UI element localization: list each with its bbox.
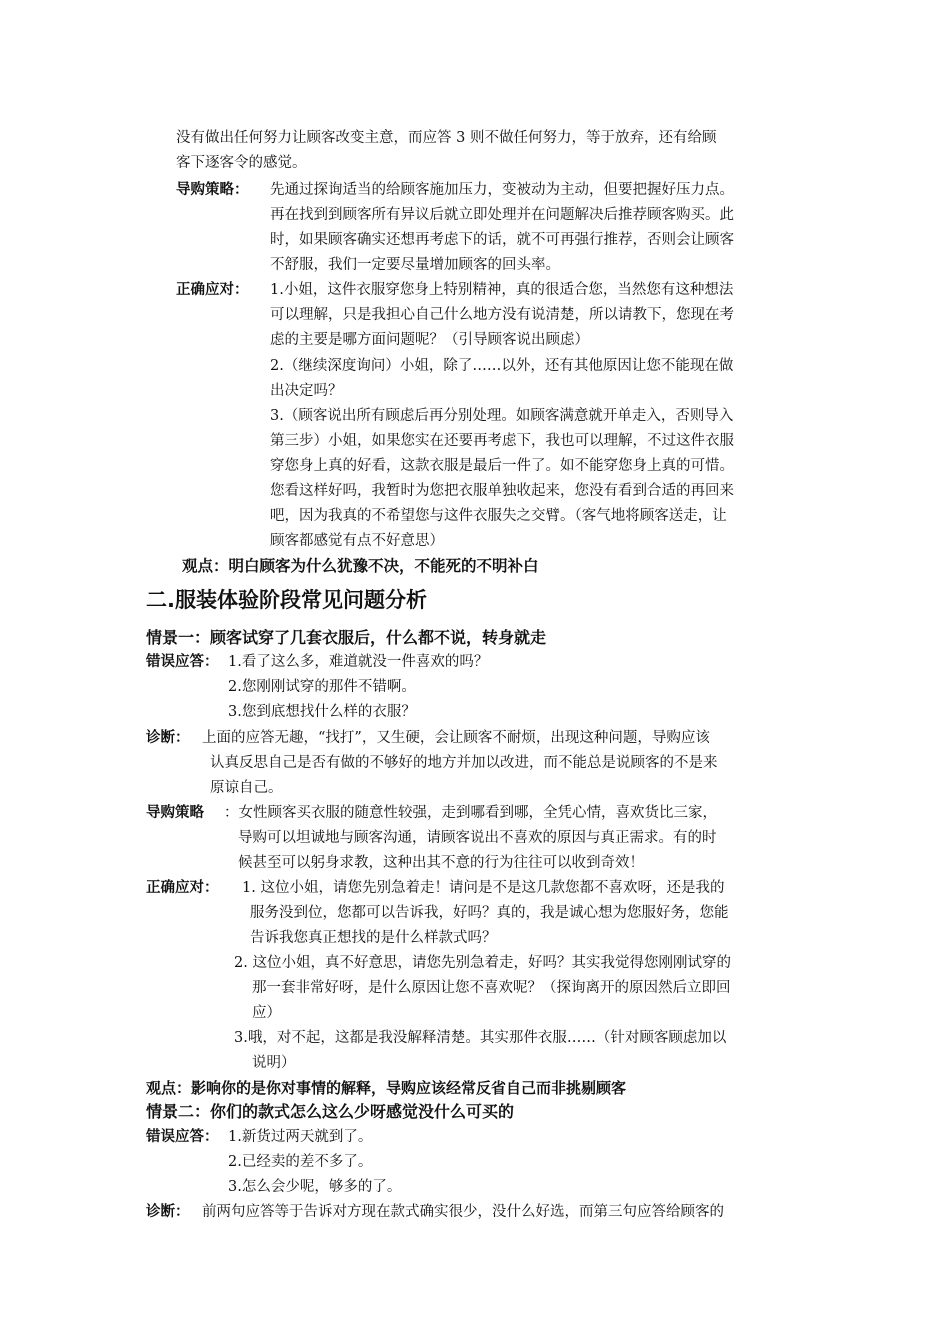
strategy-label: 导购策略： [176,181,249,198]
strategy-line: 导购可以坦诚地与顾客沟通，请顾客说出不喜欢的原因与真正需求。有的时 [238,830,717,846]
scene-title: 情景二：你们的款式怎么这么少呀感觉没什么可买的 [146,1102,515,1121]
answer-line: 出决定吗？ [270,383,343,399]
answer-line: 应） [252,1005,281,1021]
answer-line: 虑的主要是哪方面问题呢？（引导顾客说出顾虑） [270,332,589,348]
viewpoint: 观点：影响你的是你对事情的解释，导购应该经常反省自己而非挑剔顾客 [146,1079,627,1097]
wrong-line: 2.已经卖的差不多了。 [228,1154,373,1170]
answer-line: 1. 这位小姐，请您先别急着走！请问是不是这几款您都不喜欢呀，还是我的 [242,880,725,896]
strategy-line: 时，如果顾客确实还想再考虑下的话，就不可再强行推荐，否则会让顾客 [270,232,734,248]
answer-line: 3.（顾客说出所有顾虑后再分别处理。如顾客满意就开单走入，否则导入 [270,408,734,424]
wrong-line: 1.新货过两天就到了。 [228,1129,373,1145]
scene-title: 情景一：顾客试穿了几套衣服后，什么都不说，转身就走 [146,628,547,647]
answer-line: 1.小姐，这件衣服穿您身上特别精神，真的很适合您，当然您有这种想法 [270,282,734,298]
answer-line: 那一套非常好呀，是什么原因让您不喜欢呢？（探询离开的原因然后立即回 [252,980,731,996]
diagnosis-label: 诊断： [146,729,190,746]
diagnosis-label: 诊断： [146,1203,190,1220]
answer-line: 第三步）小姐，如果您实在还要再考虑下，我也可以理解，不过这件衣服 [270,433,734,449]
diagnosis-line: 认真反思自己是否有做的不够好的地方并加以改进，而不能总是说顾客的不是来 [210,755,718,771]
answer-line: 您看这样好吗，我暂时为您把衣服单独收起来，您没有看到合适的再回来 [270,483,734,499]
strategy-label: 导购策略 [146,804,204,821]
wrong-line: 3.您到底想找什么样的衣服？ [228,704,416,720]
strategy-line: 候甚至可以躬身求教，这种出其不意的行为往往可以收到奇效！ [238,855,644,871]
answer-label: 正确应对： [176,281,249,298]
answer-line: 顾客都感觉有点不好意思） [270,533,444,549]
answer-line: 服务没到位，您都可以告诉我，好吗？真的，我是诚心想为您服好务，您能 [250,905,729,921]
wrong-label: 错误应答： [146,1128,219,1145]
answer-line: 吧，因为我真的不希望您与这件衣服失之交臂。（客气地将顾客送走，让 [270,508,727,524]
wrong-line: 1.看了这么多，难道就没一件喜欢的吗？ [228,654,489,670]
diagnosis-line: 原谅自己。 [210,780,283,796]
intro-line: 客下逐客令的感觉。 [176,155,307,171]
strategy-line: 再在找到到顾客所有异议后就立即处理并在问题解决后推荐顾客购买。此 [270,207,734,223]
answer-line: 告诉我您真正想找的是什么样款式吗？ [250,930,497,946]
intro-line: 没有做出任何努力让顾客改变主意，而应答 3 则不做任何努力，等于放弃，还有给顾 [176,130,717,146]
answer-line: 3.哦，对不起，这都是我没解释清楚。其实那件衣服……（针对顾客顾虑加以 [234,1030,727,1046]
diagnosis-line: 上面的应答无趣，“找打”，又生硬，会让顾客不耐烦，出现这种问题，导购应该 [202,730,710,746]
wrong-line: 2.您刚刚试穿的那件不错啊。 [228,679,416,695]
strategy-line: 不舒服，我们一定要尽量增加顾客的回头率。 [270,257,560,273]
viewpoint: 观点：明白顾客为什么犹豫不决，不能死的不明补白 [182,556,539,575]
strategy-line: ：女性顾客买衣服的随意性较强，走到哪看到哪，全凭心情，喜欢货比三家， [224,805,717,821]
answer-line: 穿您身上真的好看，这款衣服是最后一件了。如不能穿您身上真的可惜。 [270,458,734,474]
answer-label: 正确应对： [146,879,219,896]
answer-line: 2. 这位小姐，真不好意思，请您先别急着走，好吗？其实我觉得您刚刚试穿的 [234,955,731,971]
section-heading: 二.服装体验阶段常见问题分析 [146,588,427,612]
wrong-label: 错误应答： [146,653,219,670]
answer-line: 说明） [252,1055,296,1071]
wrong-line: 3.怎么会少呢，够多的了。 [228,1179,402,1195]
answer-line: 2.（继续深度询问）小姐，除了……以外，还有其他原因让您不能现在做 [270,358,734,374]
strategy-line: 先通过探询适当的给顾客施加压力，变被动为主动，但要把握好压力点。 [270,182,734,198]
answer-line: 可以理解，只是我担心自己什么地方没有说清楚，所以请教下，您现在考 [270,307,734,323]
diagnosis-line: 前两句应答等于告诉对方现在款式确实很少，没什么好选，而第三句应答给顾客的 [202,1204,724,1220]
